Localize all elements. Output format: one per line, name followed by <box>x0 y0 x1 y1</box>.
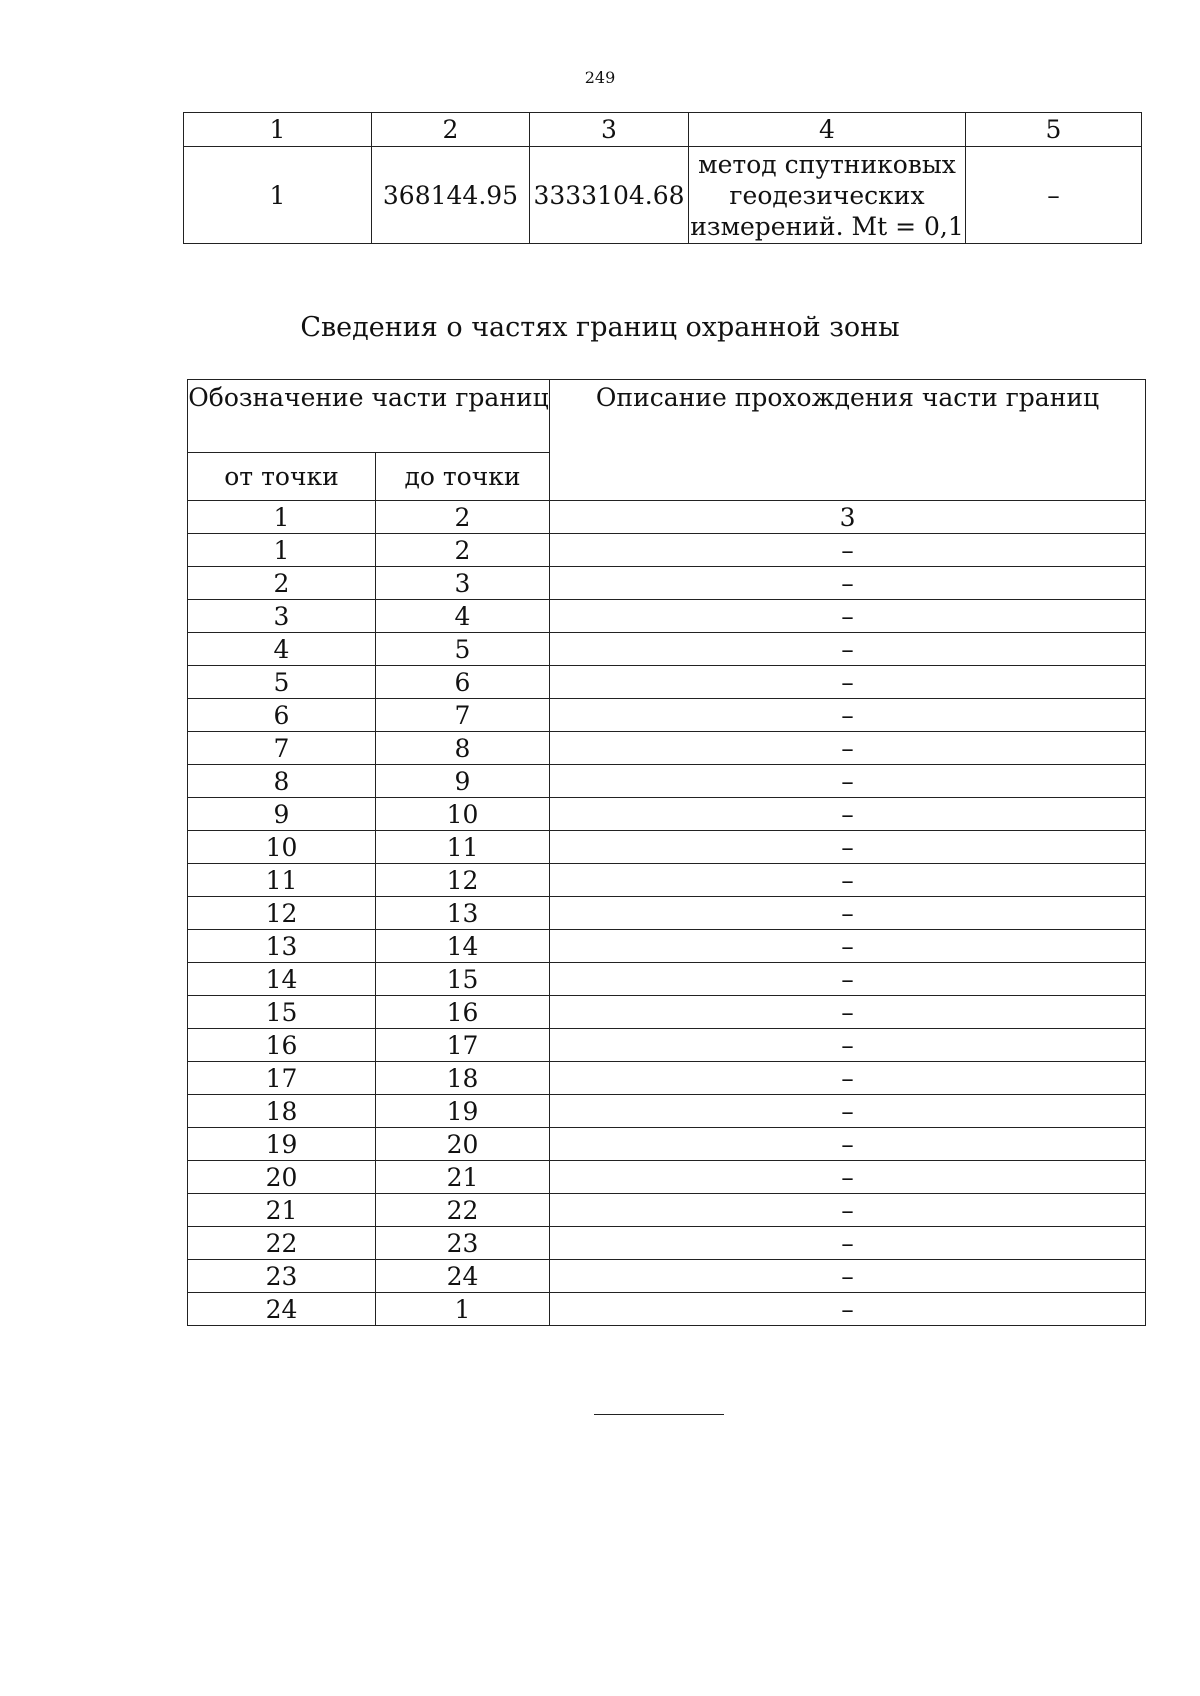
description-cell: – <box>550 1029 1146 1062</box>
description-cell: – <box>550 1260 1146 1293</box>
table-row <box>188 1194 1146 1227</box>
from-point-cell: 4 <box>188 633 376 666</box>
parts-table-body <box>188 534 1146 1326</box>
table-row <box>188 1161 1146 1194</box>
column-number-cell: 3 <box>530 113 689 147</box>
x-coordinate-cell: 368144.95 <box>372 147 530 244</box>
description-cell: – <box>550 1095 1146 1128</box>
designation-header: Обозначение части границ <box>188 380 550 453</box>
from-point-cell: 7 <box>188 732 376 765</box>
table-row <box>188 765 1146 798</box>
end-divider <box>594 1414 724 1415</box>
from-point-cell: 20 <box>188 1161 376 1194</box>
to-point-cell: 7 <box>376 699 550 732</box>
to-point-cell: 10 <box>376 798 550 831</box>
to-point-cell: 5 <box>376 633 550 666</box>
description-cell: – <box>550 798 1146 831</box>
page-number: 249 <box>584 68 616 87</box>
to-point-cell: 11 <box>376 831 550 864</box>
table-row <box>188 1227 1146 1260</box>
parts-table-header-row <box>188 380 1146 453</box>
column-number-cell: 1 <box>184 113 372 147</box>
from-point-cell: 19 <box>188 1128 376 1161</box>
from-point-cell: 18 <box>188 1095 376 1128</box>
method-line: измерений. Mt = 0,1 <box>690 211 964 241</box>
from-point-cell: 5 <box>188 666 376 699</box>
description-cell: – <box>550 600 1146 633</box>
from-point-cell: 2 <box>188 567 376 600</box>
from-point-cell: 15 <box>188 996 376 1029</box>
table-row <box>188 666 1146 699</box>
description-cell: – <box>550 1161 1146 1194</box>
boundary-parts-table <box>187 379 1146 1326</box>
to-point-cell: 18 <box>376 1062 550 1095</box>
description-cell: – <box>550 1128 1146 1161</box>
table-row <box>188 1128 1146 1161</box>
description-cell: – <box>550 633 1146 666</box>
coordinates-table <box>183 112 1142 244</box>
to-point-cell: 4 <box>376 600 550 633</box>
table-row <box>188 699 1146 732</box>
to-point-cell: 21 <box>376 1161 550 1194</box>
to-point-cell: 16 <box>376 996 550 1029</box>
description-cell: – <box>550 864 1146 897</box>
from-point-cell: 9 <box>188 798 376 831</box>
from-point-cell: 17 <box>188 1062 376 1095</box>
from-point-cell: 22 <box>188 1227 376 1260</box>
to-point-cell: 8 <box>376 732 550 765</box>
description-cell: – <box>550 567 1146 600</box>
note-cell: – <box>966 147 1142 244</box>
from-point-cell: 14 <box>188 963 376 996</box>
table-row <box>188 1029 1146 1062</box>
coordinates-table-row <box>184 147 1142 244</box>
table-row <box>188 996 1146 1029</box>
to-point-cell: 19 <box>376 1095 550 1128</box>
to-point-cell: 20 <box>376 1128 550 1161</box>
to-point-cell: 14 <box>376 930 550 963</box>
table-row <box>188 831 1146 864</box>
description-cell: – <box>550 831 1146 864</box>
coordinates-table-header-row <box>184 113 1142 147</box>
from-point-cell: 10 <box>188 831 376 864</box>
from-point-cell: 12 <box>188 897 376 930</box>
table-row <box>188 897 1146 930</box>
table-row <box>188 1260 1146 1293</box>
to-point-header: до точки <box>376 453 550 501</box>
table-row <box>188 732 1146 765</box>
from-point-cell: 23 <box>188 1260 376 1293</box>
method-line: геодезических <box>729 180 925 210</box>
to-point-cell: 22 <box>376 1194 550 1227</box>
table-row <box>188 1062 1146 1095</box>
from-point-cell: 11 <box>188 864 376 897</box>
column-numbers-row <box>188 501 1146 534</box>
description-cell: – <box>550 534 1146 567</box>
to-point-cell: 6 <box>376 666 550 699</box>
from-point-cell: 21 <box>188 1194 376 1227</box>
description-cell: – <box>550 996 1146 1029</box>
table-row <box>188 963 1146 996</box>
description-cell: – <box>550 1227 1146 1260</box>
from-point-cell: 8 <box>188 765 376 798</box>
description-cell: – <box>550 666 1146 699</box>
column-number-cell: 4 <box>689 113 966 147</box>
to-point-cell: 2 <box>376 534 550 567</box>
column-number-cell: 5 <box>966 113 1142 147</box>
table-row <box>188 633 1146 666</box>
to-point-cell: 13 <box>376 897 550 930</box>
column-number-cell: 2 <box>376 501 550 534</box>
from-point-cell: 6 <box>188 699 376 732</box>
from-point-cell: 24 <box>188 1293 376 1326</box>
description-cell: – <box>550 732 1146 765</box>
table-row <box>188 798 1146 831</box>
description-cell: – <box>550 963 1146 996</box>
description-cell: – <box>550 1194 1146 1227</box>
column-number-cell: 2 <box>372 113 530 147</box>
to-point-cell: 24 <box>376 1260 550 1293</box>
description-header: Описание прохождения части границ <box>550 380 1146 501</box>
description-cell: – <box>550 930 1146 963</box>
to-point-cell: 9 <box>376 765 550 798</box>
section-title: Сведения о частях границ охранной зоны <box>300 312 900 343</box>
table-row <box>188 1095 1146 1128</box>
description-cell: – <box>550 765 1146 798</box>
table-row <box>188 1293 1146 1326</box>
from-point-cell: 13 <box>188 930 376 963</box>
table-row <box>188 567 1146 600</box>
point-number-cell: 1 <box>184 147 372 244</box>
description-cell: – <box>550 897 1146 930</box>
to-point-cell: 15 <box>376 963 550 996</box>
column-number-cell: 1 <box>188 501 376 534</box>
table-row <box>188 600 1146 633</box>
column-number-cell: 3 <box>550 501 1146 534</box>
to-point-cell: 17 <box>376 1029 550 1062</box>
description-cell: – <box>550 1293 1146 1326</box>
from-point-cell: 1 <box>188 534 376 567</box>
method-line: метод спутниковых <box>698 149 956 179</box>
determination-method-cell <box>689 147 966 244</box>
table-row <box>188 930 1146 963</box>
table-row <box>188 534 1146 567</box>
description-cell: – <box>550 699 1146 732</box>
description-cell: – <box>550 1062 1146 1095</box>
to-point-cell: 3 <box>376 567 550 600</box>
y-coordinate-cell: 3333104.68 <box>530 147 689 244</box>
to-point-cell: 23 <box>376 1227 550 1260</box>
to-point-cell: 12 <box>376 864 550 897</box>
to-point-cell: 1 <box>376 1293 550 1326</box>
table-row <box>188 864 1146 897</box>
from-point-cell: 3 <box>188 600 376 633</box>
from-point-header: от точки <box>188 453 376 501</box>
from-point-cell: 16 <box>188 1029 376 1062</box>
